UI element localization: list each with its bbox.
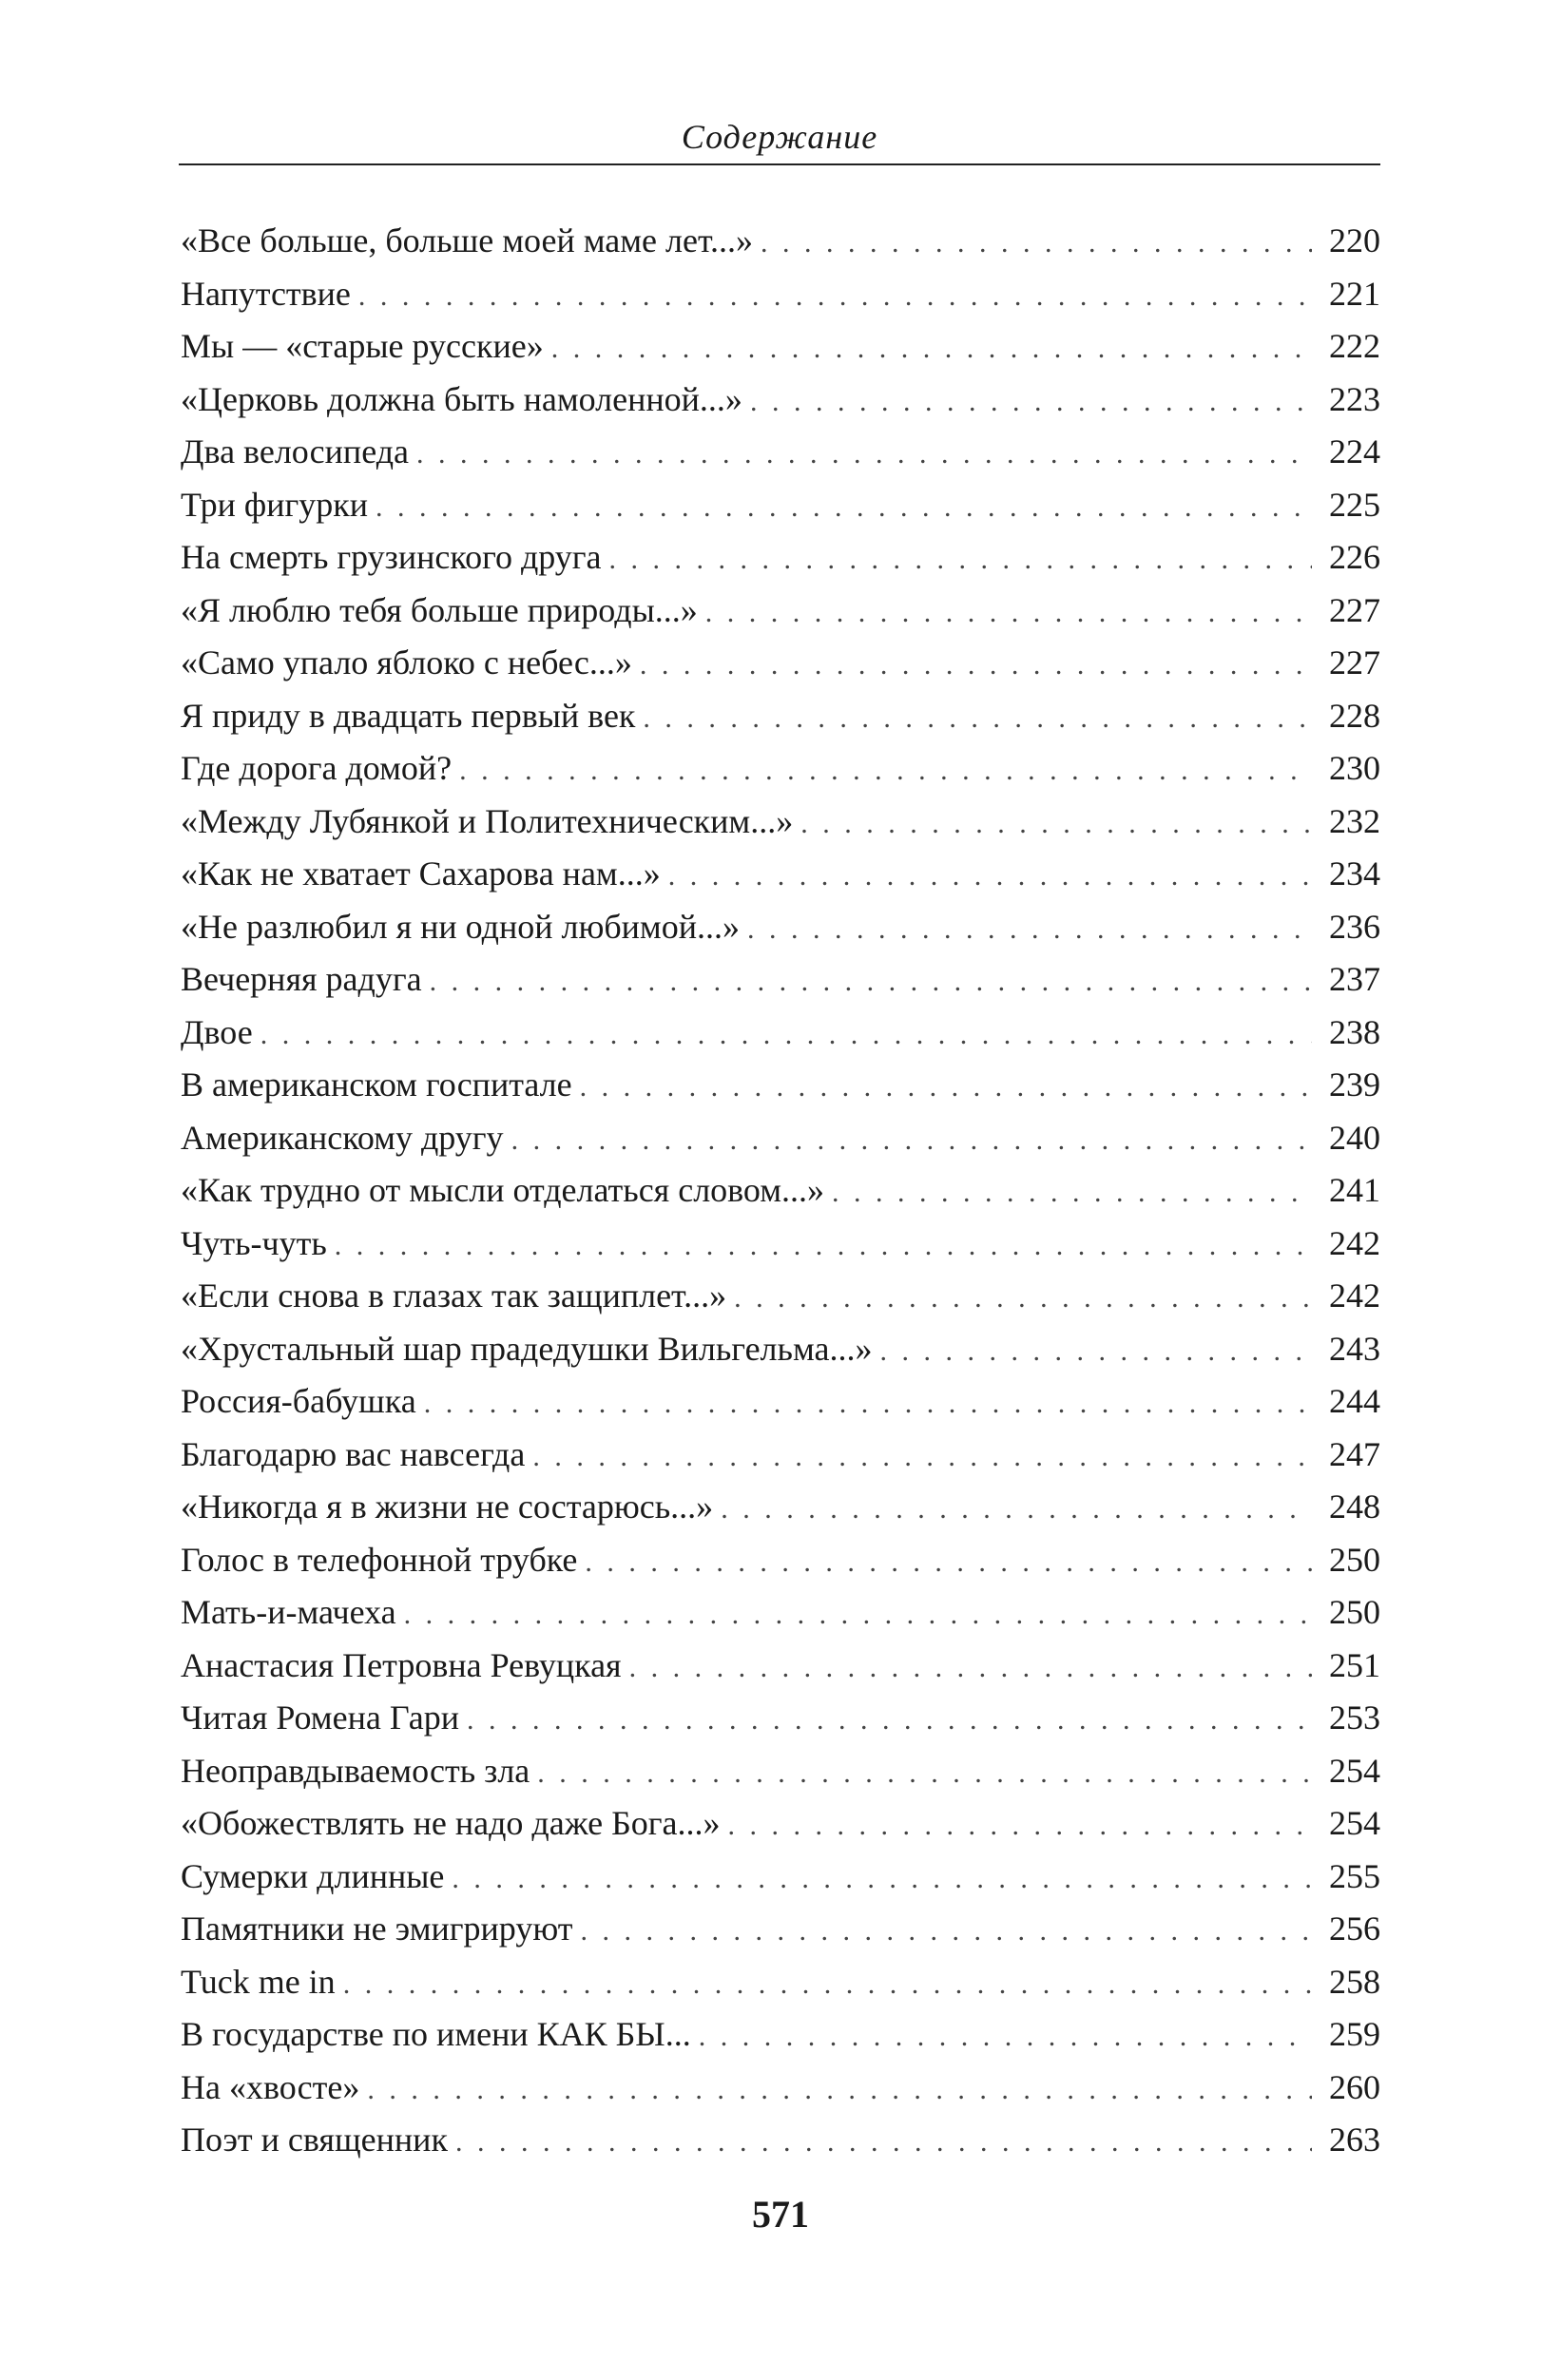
- running-head-title: Содержание: [681, 118, 878, 156]
- toc-entry-page: 225: [1329, 485, 1380, 524]
- toc-entry: [181, 2114, 1380, 2167]
- toc-entry: [181, 1640, 1380, 1693]
- toc-entry-title: «Само упало яблоко с небес...»: [181, 643, 632, 681]
- toc-entry: [181, 901, 1380, 954]
- toc-entry: [181, 320, 1380, 374]
- toc-entry-page: 241: [1329, 1171, 1380, 1209]
- dot-leader: [511, 1114, 1312, 1167]
- toc-entry-page: 240: [1329, 1118, 1380, 1157]
- toc-entry-page: 227: [1329, 643, 1380, 681]
- toc-entry-title: Сумерки длинные: [181, 1856, 445, 1895]
- page-number: 571: [752, 2193, 809, 2236]
- header-rule: [179, 163, 1380, 165]
- dot-leader: [358, 270, 1312, 323]
- toc-entry-page: 263: [1329, 2121, 1380, 2159]
- toc-entry-title: В американском госпитале: [181, 1065, 572, 1104]
- toc-entry: [181, 637, 1380, 690]
- dot-leader: [376, 481, 1312, 534]
- dot-leader: [467, 1694, 1312, 1747]
- toc-entry-page: 253: [1329, 1699, 1380, 1737]
- toc-entry-page: 243: [1329, 1329, 1380, 1368]
- toc-entry-title: Tuck me in: [181, 1962, 336, 2001]
- dot-leader: [800, 797, 1312, 851]
- table-of-contents: [181, 215, 1380, 2167]
- dot-leader: [424, 1377, 1312, 1430]
- toc-entry-title: «Церковь должна быть намоленной...»: [181, 379, 742, 418]
- toc-entry-title: Чуть-чуть: [181, 1223, 327, 1262]
- toc-entry-title: Американскому другу: [181, 1118, 504, 1157]
- toc-entry-title: «Я люблю тебя больше природы...»: [181, 590, 698, 629]
- toc-entry-page: 234: [1329, 854, 1380, 892]
- toc-entry-title: Где дорога домой?: [181, 749, 453, 787]
- toc-entry-page: 250: [1329, 1540, 1380, 1579]
- toc-entry-title: Двое: [181, 1012, 253, 1051]
- toc-entry: [181, 1692, 1380, 1745]
- toc-entry: [181, 1745, 1380, 1798]
- toc-entry-title: Памятники не эмигрируют: [181, 1910, 573, 1948]
- toc-entry-page: 220: [1329, 221, 1380, 259]
- toc-entry: [181, 690, 1380, 743]
- toc-entry-page: 226: [1329, 538, 1380, 576]
- toc-entry: [181, 1534, 1380, 1587]
- toc-entry-page: 242: [1329, 1276, 1380, 1315]
- toc-entry-page: 221: [1329, 274, 1380, 313]
- toc-entry: [181, 479, 1380, 532]
- toc-entry-page: 230: [1329, 749, 1380, 787]
- toc-entry-page: 260: [1329, 2067, 1380, 2106]
- toc-entry: [181, 1270, 1380, 1323]
- toc-entry-title: Анастасия Петровна Ревуцкая: [181, 1645, 622, 1684]
- toc-entry-title: Вечерняя радуга: [181, 960, 422, 998]
- dot-leader: [430, 955, 1312, 1008]
- toc-entry: [181, 953, 1380, 1007]
- dot-leader: [335, 1219, 1312, 1273]
- toc-entry: [181, 1323, 1380, 1376]
- dot-leader: [367, 2063, 1312, 2117]
- toc-entry-title: «Не разлюбил я ни одной любимой...»: [181, 907, 740, 946]
- toc-entry: [181, 1429, 1380, 1482]
- toc-entry: [181, 796, 1380, 849]
- toc-entry-title: «Если снова в глазах так защиплет...»: [181, 1276, 727, 1315]
- dot-leader: [699, 2010, 1312, 2063]
- toc-entry-title: Благодарю вас навсегда: [181, 1434, 526, 1473]
- toc-entry-title: «Как трудно от мысли отделаться словом...»: [181, 1171, 825, 1209]
- dot-leader: [734, 1272, 1312, 1325]
- toc-entry: [181, 1007, 1380, 1060]
- toc-entry: [181, 426, 1380, 479]
- toc-entry: [181, 742, 1380, 796]
- toc-entry-page: 238: [1329, 1012, 1380, 1051]
- toc-entry-page: 248: [1329, 1488, 1380, 1526]
- dot-leader: [537, 1747, 1312, 1800]
- dot-leader: [879, 1325, 1312, 1378]
- dot-leader: [747, 903, 1312, 956]
- toc-entry: [181, 374, 1380, 427]
- toc-entry-title: Россия-бабушка: [181, 1382, 416, 1420]
- toc-entry-page: 239: [1329, 1065, 1380, 1104]
- toc-entry: [181, 585, 1380, 638]
- dot-leader: [761, 217, 1312, 270]
- toc-entry-page: 258: [1329, 1962, 1380, 2001]
- toc-entry: [181, 1903, 1380, 1956]
- toc-entry-page: 228: [1329, 696, 1380, 735]
- toc-entry-page: 236: [1329, 907, 1380, 946]
- toc-entry-title: «Хрустальный шар прадедушки Вильгельма...»: [181, 1329, 873, 1368]
- dot-leader: [455, 2116, 1312, 2169]
- toc-entry-page: 232: [1329, 801, 1380, 840]
- toc-entry: [181, 1481, 1380, 1534]
- toc-entry-page: 244: [1329, 1382, 1380, 1420]
- toc-entry-page: 250: [1329, 1593, 1380, 1631]
- dot-leader: [260, 1008, 1312, 1062]
- dot-leader: [416, 428, 1312, 481]
- toc-entry-title: На «хвосте»: [181, 2067, 360, 2106]
- toc-entry-title: Напутствие: [181, 274, 351, 313]
- toc-entry-title: Голос в телефонной трубке: [181, 1540, 578, 1579]
- toc-entry: [181, 1164, 1380, 1218]
- toc-entry-title: «Обожествлять не надо даже Бога...»: [181, 1804, 721, 1842]
- toc-entry-title: Три фигурки: [181, 485, 368, 524]
- toc-entry: [181, 848, 1380, 901]
- dot-leader: [750, 375, 1312, 429]
- toc-entry-title: «Никогда я в жизни не состарюсь...»: [181, 1488, 714, 1526]
- toc-entry-page: 254: [1329, 1751, 1380, 1790]
- toc-entry-page: 254: [1329, 1804, 1380, 1842]
- dot-leader: [580, 1061, 1312, 1114]
- dot-leader: [728, 1799, 1313, 1852]
- toc-entry-page: 256: [1329, 1910, 1380, 1948]
- toc-entry: [181, 2008, 1380, 2062]
- toc-entry: [181, 1218, 1380, 1271]
- toc-entry: [181, 1797, 1380, 1851]
- dot-leader: [668, 850, 1312, 903]
- toc-entry-title: Мы — «старые русские»: [181, 327, 544, 365]
- dot-leader: [580, 1905, 1312, 1958]
- dot-leader: [832, 1166, 1312, 1219]
- toc-entry-title: Мать-и-мачеха: [181, 1593, 396, 1631]
- toc-entry-page: 224: [1329, 432, 1380, 470]
- toc-entry-title: На смерть грузинского друга: [181, 538, 602, 576]
- dot-leader: [343, 1958, 1312, 2011]
- toc-entry: [181, 1851, 1380, 1904]
- dot-leader: [609, 533, 1312, 586]
- dot-leader: [452, 1852, 1312, 1906]
- dot-leader: [721, 1483, 1312, 1536]
- toc-entry-title: «Между Лубянкой и Политехническим...»: [181, 801, 794, 840]
- toc-entry-title: Читая Ромена Гари: [181, 1699, 459, 1737]
- toc-entry: [181, 2062, 1380, 2115]
- toc-entry: [181, 1956, 1380, 2009]
- toc-entry-title: Неоправдываемость зла: [181, 1751, 530, 1790]
- dot-leader: [404, 1588, 1312, 1641]
- toc-entry-page: 247: [1329, 1434, 1380, 1473]
- toc-entry-page: 222: [1329, 327, 1380, 365]
- toc-entry-title: Поэт и священник: [181, 2121, 448, 2159]
- toc-entry-title: «Как не хватает Сахарова нам...»: [181, 854, 661, 892]
- toc-entry: [181, 1059, 1380, 1112]
- toc-entry-page: 255: [1329, 1856, 1380, 1895]
- toc-entry: [181, 268, 1380, 321]
- dot-leader: [532, 1430, 1312, 1484]
- toc-entry-page: 242: [1329, 1223, 1380, 1262]
- toc-entry: [181, 531, 1380, 585]
- toc-entry-title: «Все больше, больше моей маме лет...»: [181, 221, 753, 259]
- dot-leader: [585, 1536, 1312, 1589]
- dot-leader: [629, 1641, 1312, 1695]
- dot-leader: [459, 744, 1312, 797]
- dot-leader: [640, 639, 1312, 692]
- toc-entry: [181, 1375, 1380, 1429]
- toc-entry-title: В государстве по имени КАК БЫ...: [181, 2015, 691, 2053]
- toc-entry-title: Я приду в двадцать первый век: [181, 696, 636, 735]
- toc-entry-page: 237: [1329, 960, 1380, 998]
- toc-entry: [181, 1112, 1380, 1165]
- toc-entry-page: 251: [1329, 1645, 1380, 1684]
- toc-entry-title: Два велосипеда: [181, 432, 409, 470]
- toc-entry-page: 227: [1329, 590, 1380, 629]
- toc-entry: [181, 1586, 1380, 1640]
- dot-leader: [551, 322, 1312, 375]
- toc-entry-page: 223: [1329, 379, 1380, 418]
- dot-leader: [705, 586, 1312, 640]
- dot-leader: [643, 692, 1312, 745]
- toc-entry-page: 259: [1329, 2015, 1380, 2053]
- toc-entry: [181, 215, 1380, 268]
